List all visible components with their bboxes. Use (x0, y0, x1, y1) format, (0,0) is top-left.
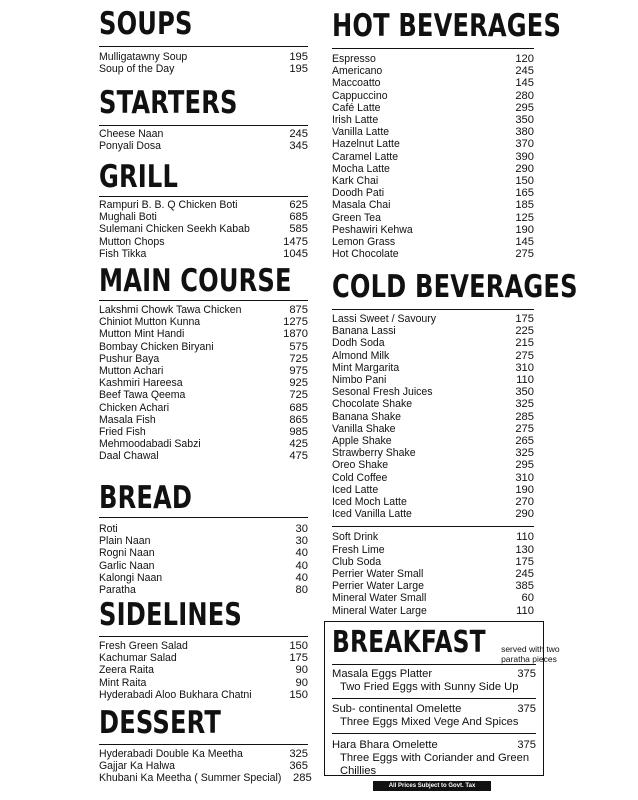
item-price: 280 (515, 89, 534, 102)
item-price: 380 (515, 126, 534, 139)
item-name: Chicken Achari (99, 401, 170, 414)
menu-item (332, 556, 534, 568)
section-divider (99, 125, 308, 126)
item-name: Vanilla Latte (332, 126, 390, 139)
item-name: Rampuri B. B. Q Chicken Boti (99, 199, 238, 211)
item-name: Kashmiri Hareesa (99, 377, 183, 390)
menu-item (332, 313, 534, 325)
section-starters (99, 85, 308, 153)
item-name: Garlic Naan (99, 559, 155, 572)
menu-item (332, 224, 534, 236)
menu-item (99, 51, 308, 63)
section-title: SOUPS (99, 6, 193, 42)
menu-item (332, 531, 534, 543)
menu-item (332, 126, 534, 138)
item-name: Fish Tikka (99, 247, 147, 260)
item-price: 1475 (283, 235, 308, 248)
section-title: COLD BEVERAGES (332, 269, 578, 305)
item-price: 130 (515, 543, 534, 556)
section-divider (332, 309, 534, 310)
item-name: Kachumar Salad (99, 652, 177, 665)
item-name: Hyderabadi Double Ka Meetha (99, 748, 243, 760)
item-price: 90 (295, 664, 308, 677)
menu-item (99, 535, 308, 547)
section-bread (99, 480, 308, 597)
item-price: 985 (289, 426, 308, 439)
item-name: Fried Fish (99, 426, 146, 439)
menu-item (332, 580, 534, 592)
item-price: 175 (289, 652, 308, 665)
item-name: Lakshmi Chowk Tawa Chicken (99, 304, 242, 316)
item-price: 40 (295, 559, 308, 572)
item-name: Beef Tawa Qeema (99, 389, 186, 402)
menu-item (99, 572, 308, 584)
item-name: Sub- continental Omelette (332, 703, 462, 715)
menu-item (332, 459, 534, 471)
item-name: Fresh Lime (332, 543, 385, 556)
item-list (99, 748, 312, 785)
item-price: 275 (515, 248, 534, 261)
item-price: 275 (515, 422, 534, 435)
item-name: Mint Raita (99, 676, 147, 689)
section-divider (99, 517, 308, 518)
item-price: 110 (516, 531, 534, 544)
item-name: Hyderabadi Aloo Bukhara Chatni (99, 688, 252, 701)
item-price: 685 (289, 211, 308, 224)
section-grill (99, 159, 308, 260)
menu-item (99, 426, 308, 438)
item-price: 310 (515, 471, 534, 484)
section-divider (99, 636, 308, 637)
item-price: 150 (289, 640, 308, 652)
item-price: 145 (515, 77, 534, 90)
item-name: Masala Fish (99, 413, 156, 426)
item-price: 685 (289, 401, 308, 414)
menu-item (99, 664, 308, 676)
menu-item (99, 328, 308, 340)
item-name: Pushur Baya (99, 352, 160, 365)
item-name: Dodh Soda (332, 337, 385, 350)
item-name: Soup of the Day (99, 63, 175, 76)
item-price: 275 (515, 349, 534, 362)
item-name: Hot Chocolate (332, 248, 399, 261)
menu-item (332, 605, 534, 617)
menu-item (332, 151, 534, 163)
item-price: 120 (515, 53, 534, 65)
item-name: Club Soda (332, 555, 382, 568)
item-name: Sulemani Chicken Seekh Kabab (99, 223, 250, 236)
item-name: Sesonal Fresh Juices (332, 386, 433, 399)
section-title: GRILL (99, 159, 179, 195)
menu-item (99, 689, 308, 701)
menu-item (332, 484, 534, 496)
item-name: Ponyali Dosa (99, 140, 161, 153)
item-price: 215 (515, 337, 534, 350)
item-name: Nimbo Pani (332, 374, 387, 387)
item-name: Maccoatto (332, 77, 381, 90)
menu-item (332, 199, 534, 211)
item-name: Cheese Naan (99, 128, 164, 140)
item-name: Banana Lassi (332, 325, 396, 338)
item-price: 270 (515, 496, 534, 509)
item-name: Chiniot Mutton Kunna (99, 316, 201, 329)
item-name: Strawberry Shake (332, 447, 416, 460)
item-name: Mineral Water Large (332, 604, 427, 617)
menu-item (99, 560, 308, 572)
menu-item (99, 341, 308, 353)
item-price: 190 (515, 483, 534, 496)
menu-item (332, 236, 534, 248)
item-name: Hara Bhara Omelette (332, 739, 438, 751)
item-price: 1870 (283, 328, 308, 341)
menu-item (99, 760, 308, 772)
item-price: 725 (289, 352, 308, 365)
item-price: 110 (516, 604, 534, 617)
item-name: Iced Latte (332, 483, 379, 496)
item-name: Irish Latte (332, 114, 379, 127)
menu-item (99, 772, 312, 785)
item-description: Three Eggs with Coriander and Green Chillies (340, 751, 530, 777)
item-price: 30 (295, 523, 308, 535)
menu-item (332, 350, 534, 362)
item-name: Hazelnut Latte (332, 138, 400, 151)
menu-item (99, 438, 308, 450)
item-price: 375 (517, 668, 536, 680)
item-name: Mutton Achari (99, 365, 164, 378)
item-price: 575 (289, 340, 308, 353)
section-title: MAIN COURSE (99, 263, 292, 299)
item-price: 295 (515, 459, 534, 472)
section-divider (332, 526, 534, 527)
menu-item (332, 362, 534, 374)
item-price: 350 (515, 114, 534, 127)
menu-item (99, 414, 308, 426)
item-name: Khubani Ka Meetha ( Summer Special) (99, 772, 282, 785)
item-price: 195 (289, 63, 308, 76)
section-main-course (99, 263, 308, 463)
item-list (99, 304, 308, 463)
item-price: 975 (289, 365, 308, 378)
item-name: Cold Coffee (332, 471, 388, 484)
menu-item (99, 523, 308, 535)
item-name: Lemon Grass (332, 236, 396, 249)
menu-item (99, 450, 308, 462)
breakfast-item (332, 739, 536, 777)
section-divider (332, 698, 536, 699)
menu-item (332, 386, 534, 398)
section-title: DESSERT (99, 705, 221, 741)
item-price: 585 (289, 223, 308, 236)
section-sidelines (99, 597, 308, 701)
item-name: Bombay Chicken Biryani (99, 340, 214, 353)
item-price: 375 (517, 739, 536, 751)
item-price: 325 (515, 398, 534, 411)
menu-item (332, 163, 534, 175)
breakfast-item (332, 668, 536, 694)
item-price: 345 (289, 140, 308, 153)
item-name: Mutton Chops (99, 235, 165, 248)
item-price: 1045 (283, 247, 308, 260)
item-price: 285 (515, 410, 534, 423)
price-disclaimer: All Prices Subject to Govt. Tax (373, 781, 491, 791)
item-price: 40 (295, 547, 308, 560)
item-price: 375 (517, 703, 536, 715)
item-description: Three Eggs Mixed Vege And Spices (340, 715, 519, 728)
item-price: 475 (289, 450, 308, 463)
breakfast-note: served with two paratha pieces (501, 644, 560, 664)
item-price: 150 (515, 175, 534, 188)
breakfast-header (332, 625, 581, 664)
item-price: 290 (515, 508, 534, 521)
item-price: 60 (521, 592, 534, 605)
menu-item (99, 547, 308, 559)
menu-item (99, 353, 308, 365)
menu-item (99, 584, 308, 596)
menu-item (99, 365, 308, 377)
item-price: 325 (289, 748, 308, 760)
item-price: 725 (289, 389, 308, 402)
item-name: Soft Drink (332, 531, 379, 544)
item-list (99, 128, 308, 152)
item-price: 265 (515, 435, 534, 448)
menu-item (99, 304, 308, 316)
menu-item (332, 435, 534, 447)
item-price: 1275 (283, 316, 308, 329)
menu-item (332, 114, 534, 126)
item-name: Perrier Water Large (332, 580, 424, 593)
section-title: STARTERS (99, 85, 238, 121)
item-name: Iced Vanilla Latte (332, 508, 412, 521)
menu-item (332, 374, 534, 386)
item-name: Kark Chai (332, 175, 379, 188)
item-price: 245 (289, 128, 308, 140)
item-price: 175 (515, 555, 534, 568)
item-name: Masala Chai (332, 199, 391, 212)
item-name: Café Latte (332, 101, 381, 114)
menu-item (332, 77, 534, 89)
menu-item (332, 447, 534, 459)
item-list (99, 640, 308, 701)
item-price: 90 (295, 676, 308, 689)
section-divider (99, 196, 308, 197)
item-name: Rogni Naan (99, 547, 155, 560)
item-price: 295 (515, 101, 534, 114)
menu-item (99, 63, 308, 75)
menu-item (332, 508, 534, 520)
item-list (99, 199, 308, 260)
item-price: 875 (289, 304, 308, 316)
menu-item (332, 496, 534, 508)
item-name: Americano (332, 65, 383, 78)
item-name: Banana Shake (332, 410, 402, 423)
section-title: SIDELINES (99, 597, 242, 633)
menu-item (332, 175, 534, 187)
menu-item (332, 592, 534, 604)
menu-item (99, 377, 308, 389)
item-name: Mint Margarita (332, 361, 400, 374)
section-title: HOT BEVERAGES (332, 8, 562, 44)
item-price: 325 (515, 447, 534, 460)
item-price: 125 (515, 211, 534, 224)
section-divider (99, 744, 308, 745)
section-title: BREAD (99, 480, 193, 516)
menu-item (99, 316, 308, 328)
item-name: Doodh Pati (332, 187, 385, 200)
item-price: 195 (289, 51, 308, 63)
item-name: Chocolate Shake (332, 398, 413, 411)
menu-item (332, 568, 534, 580)
section-divider (332, 48, 534, 49)
section-dessert (99, 705, 312, 785)
item-name: Perrier Water Small (332, 568, 424, 581)
item-price: 150 (289, 688, 308, 701)
item-price: 225 (515, 325, 534, 338)
item-price: 425 (289, 438, 308, 451)
menu-item (332, 337, 534, 349)
item-name: Mutton Mint Handi (99, 328, 185, 341)
item-price: 110 (516, 374, 534, 387)
item-name: Zeera Raita (99, 664, 154, 677)
item-name: Mehmoodabadi Sabzi (99, 438, 201, 451)
item-list (99, 523, 308, 596)
item-price: 30 (295, 535, 308, 548)
breakfast-item (332, 703, 536, 729)
section-cold-beverages (332, 269, 578, 617)
menu-item (99, 223, 308, 235)
section-soups (99, 6, 308, 76)
menu-item (99, 640, 308, 652)
section-divider (99, 46, 308, 47)
item-price: 310 (515, 361, 534, 374)
item-name: Lassi Sweet / Savoury (332, 313, 437, 325)
item-price: 175 (515, 313, 534, 325)
item-price: 290 (515, 162, 534, 175)
item-name: Kalongi Naan (99, 571, 163, 584)
menu-item (332, 472, 534, 484)
menu-item (332, 248, 534, 260)
item-price: 80 (295, 584, 308, 597)
menu-item (99, 402, 308, 414)
item-price: 925 (289, 377, 308, 390)
item-name: Mocha Latte (332, 162, 390, 175)
item-price: 385 (515, 580, 534, 593)
item-name: Roti (99, 523, 118, 535)
item-name: Cappuccino (332, 89, 388, 102)
item-name: Espresso (332, 53, 376, 65)
item-price: 625 (289, 199, 308, 211)
item-price: 185 (515, 199, 534, 212)
menu-item (332, 138, 534, 150)
item-description: Two Fried Eggs with Sunny Side Up (340, 680, 519, 693)
menu-item (332, 212, 534, 224)
menu-item (99, 248, 308, 260)
item-name: Mughali Boti (99, 211, 157, 224)
item-price: 40 (295, 571, 308, 584)
menu-item (99, 652, 308, 664)
item-name: Daal Chawal (99, 450, 159, 463)
item-price: 245 (515, 568, 534, 581)
item-list (332, 53, 534, 260)
item-name: Oreo Shake (332, 459, 389, 472)
section-title: BREAKFAST (332, 625, 486, 660)
item-name: Iced Moch Latte (332, 496, 407, 509)
item-name: Vanilla Shake (332, 422, 396, 435)
section-divider (99, 300, 308, 301)
item-price: 390 (515, 150, 534, 163)
item-price: 285 (293, 772, 312, 785)
item-name: Paratha (99, 584, 136, 597)
item-price: 370 (515, 138, 534, 151)
menu-item (332, 90, 534, 102)
item-name: Gajjar Ka Halwa (99, 760, 175, 773)
section-hot-beverages (332, 8, 562, 261)
item-name: Mulligatawny Soup (99, 51, 188, 63)
menu-item (99, 140, 308, 152)
menu-item (99, 236, 308, 248)
menu-item (332, 65, 534, 77)
item-price: 865 (289, 413, 308, 426)
item-name: Caramel Latte (332, 150, 399, 163)
item-price: 165 (515, 187, 534, 200)
menu-item (332, 411, 534, 423)
item-name: Green Tea (332, 211, 381, 224)
item-name: Mineral Water Small (332, 592, 427, 605)
item-list (99, 51, 308, 75)
item-list (332, 531, 534, 616)
menu-item (99, 211, 308, 223)
item-price: 190 (515, 223, 534, 236)
item-name: Almond Milk (332, 349, 390, 362)
item-name: Masala Eggs Platter (332, 668, 433, 680)
item-price: 245 (515, 65, 534, 78)
item-list (332, 313, 534, 520)
menu-item (99, 677, 308, 689)
menu-item (332, 398, 534, 410)
breakfast-box (324, 621, 560, 777)
item-name: Plain Naan (99, 535, 151, 548)
item-price: 365 (289, 760, 308, 773)
menu-item (99, 389, 308, 401)
menu-item (332, 544, 534, 556)
item-name: Peshawiri Kehwa (332, 223, 413, 236)
menu-item (99, 748, 308, 760)
menu-item (99, 128, 308, 140)
menu-item (332, 53, 534, 65)
item-price: 350 (515, 386, 534, 399)
menu-item (332, 325, 534, 337)
item-name: Fresh Green Salad (99, 640, 188, 652)
menu-item (332, 187, 534, 199)
menu-item (332, 423, 534, 435)
menu-item (332, 102, 534, 114)
item-price: 145 (515, 236, 534, 249)
menu-item (99, 199, 308, 211)
item-name: Apple Shake (332, 435, 392, 448)
section-divider (332, 733, 536, 734)
section-divider (332, 664, 536, 665)
